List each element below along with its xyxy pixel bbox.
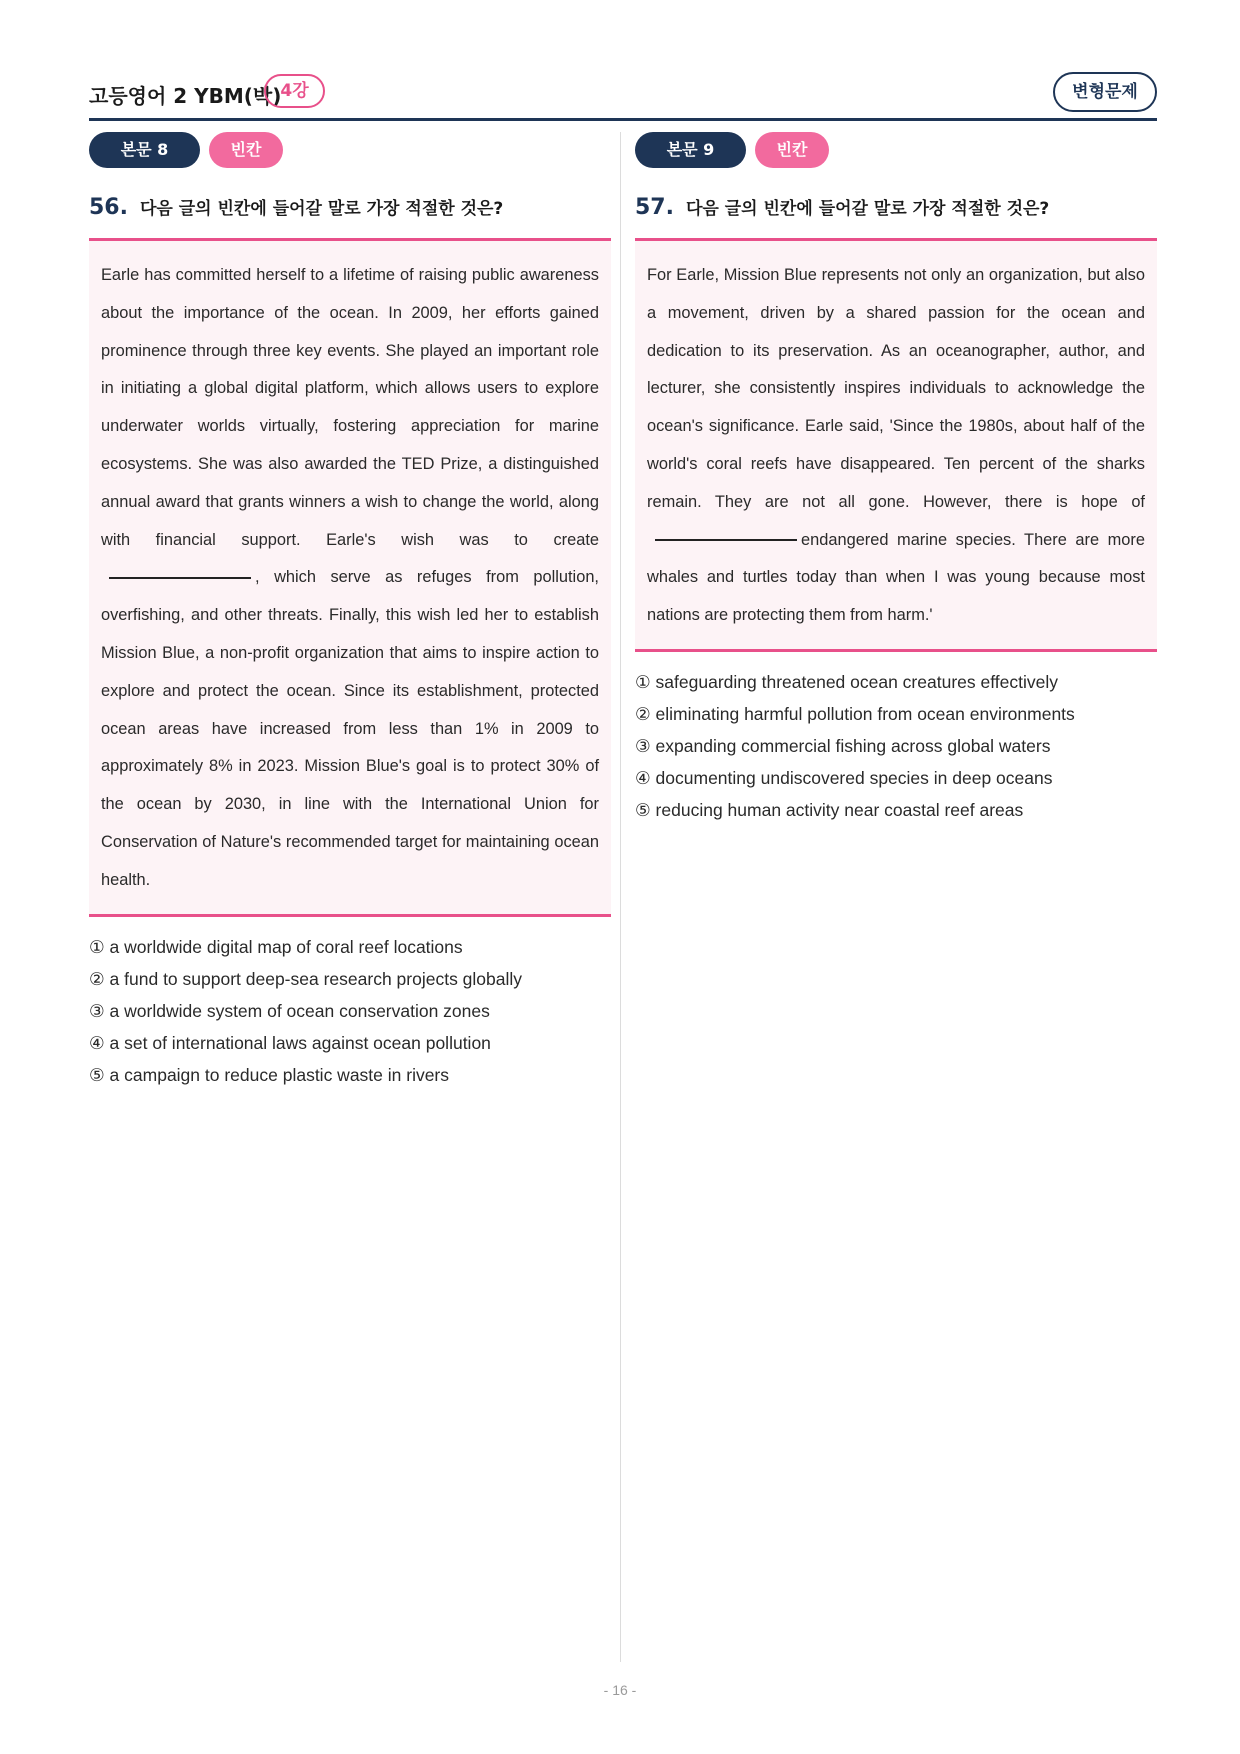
header-title: 고등영어 2 YBM(박) — [89, 84, 282, 108]
passage-number-tag: 본문 8 — [89, 132, 200, 168]
question-heading — [635, 194, 1157, 224]
answer-choices — [89, 931, 611, 1091]
question-56-column — [89, 132, 611, 1091]
lesson-badge: 4강 — [264, 74, 325, 108]
page-number: - 16 - — [603, 1682, 637, 1698]
answer-blank — [109, 577, 251, 579]
question-kind-tag: 빈칸 — [209, 132, 283, 168]
question-prompt: 다음 글의 빈칸에 들어갈 말로 가장 적절한 것은? — [139, 199, 504, 219]
passage-number-tag: 본문 9 — [635, 132, 746, 168]
choice-5[interactable]: ⑤ a campaign to reduce plastic waste in rivers — [89, 1064, 450, 1085]
question-number: 56. — [89, 195, 128, 220]
answer-blank — [655, 539, 797, 541]
choice-3[interactable]: ③ a worldwide system of ocean conservation zones — [89, 1000, 490, 1021]
choice-5[interactable]: ⑤ reducing human activity near coastal reef areas — [635, 799, 1024, 820]
question-number: 57. — [635, 195, 674, 220]
header-divider — [89, 118, 1157, 121]
passage-box — [89, 238, 611, 917]
passage-tags — [89, 132, 611, 168]
choice-4[interactable]: ④ a set of international laws against ocean pollution — [89, 1032, 491, 1053]
question-kind-tag: 빈칸 — [755, 132, 829, 168]
column-divider — [620, 132, 621, 1662]
passage-text — [647, 257, 1145, 635]
question-57-column — [635, 132, 1157, 826]
passage-text-before-blank: For Earle, Mission Blue represents not only an organization, but also a movement, driven by a shared passion for the ocean and dedication to its preservation. As an oceanographer, author, and lecturer, she consistently inspires individuals to acknowledge the ocean's significance. Earle said, 'Since the 1980s, about half of the world's coral reefs have disappeared. Ten percent of the sharks remain. They are not all gone. However, there is hope of — [647, 266, 1145, 511]
passage-text-before-blank: Earle has committed herself to a lifetime of raising public awareness about the importance of the ocean. In 2009, her efforts gained prominence through three key events. She played an important role in initiating a global digital platform, which allows users to explore underwater worlds virtually, fostering appreciation for marine ecosystems. She was also awarded the TED Prize, a distinguished annual award that grants winners a wish to change the world, along with financial support. Earle's wish was to create — [101, 266, 599, 549]
choice-1[interactable]: ① a worldwide digital map of coral reef locations — [89, 936, 463, 957]
page-header — [89, 72, 1157, 122]
choice-3[interactable]: ③ expanding commercial fishing across global waters — [635, 735, 1051, 756]
choice-4[interactable]: ④ documenting undiscovered species in deep oceans — [635, 767, 1053, 788]
choice-2[interactable]: ② eliminating harmful pollution from ocean environments — [635, 703, 1075, 724]
passage-text-after-blank: endangered marine species. There are more whales and turtles today than when I was young because most nations are protecting them from harm.' — [647, 530, 1145, 625]
passage-box — [635, 238, 1157, 652]
question-heading — [89, 194, 611, 224]
answer-choices — [635, 666, 1157, 826]
question-prompt: 다음 글의 빈칸에 들어갈 말로 가장 적절한 것은? — [685, 199, 1050, 219]
passage-text-after-blank: , which serve as refuges from pollution, overfishing, and other threats. Finally, this wish led her to establish Mission Blue, a non-profit organization that aims to inspire action to explore and protect the ocean. Since its establishment, protected ocean areas have increased from less than 1% in 2009 to approximately 8% in 2023. Mission Blue's goal is to protect 30% of the ocean by 2030, in line with the International Union for Conservation of Nature's recommended target for maintaining ocean health. — [101, 568, 599, 889]
question-type-badge: 변형문제 — [1053, 72, 1157, 112]
choice-1[interactable]: ① safeguarding threatened ocean creatures effectively — [635, 671, 1058, 692]
choice-2[interactable]: ② a fund to support deep-sea research projects globally — [89, 968, 523, 989]
passage-text — [101, 257, 599, 900]
passage-tags — [635, 132, 1157, 168]
